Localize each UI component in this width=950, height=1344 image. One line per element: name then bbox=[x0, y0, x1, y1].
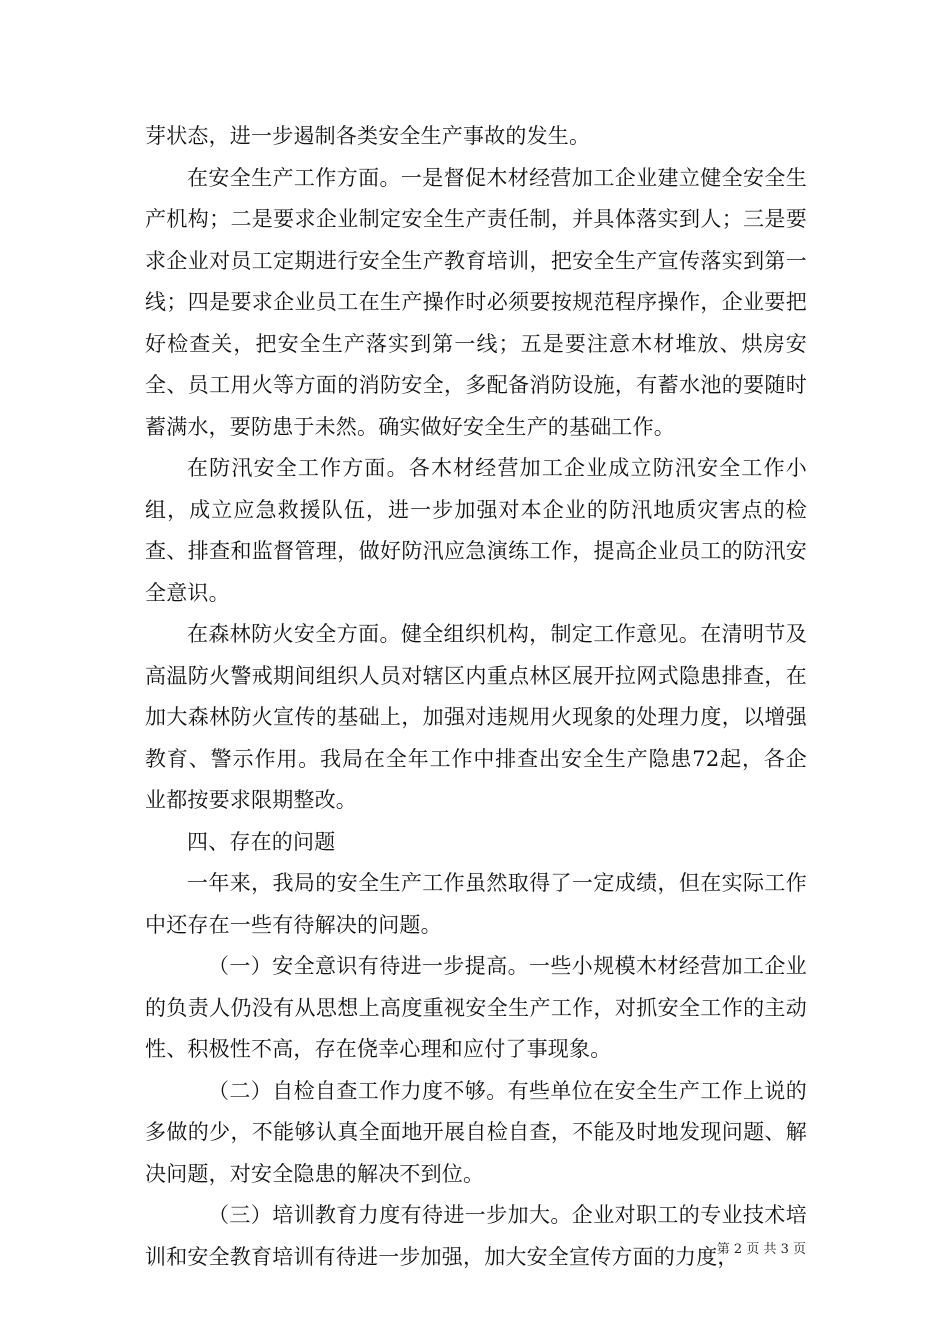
paragraph-safety-production: 在安全生产工作方面。一是督促木材经营加工企业建立健全安全生产机构；二是要求企业制定安全生产责任制，并具体落实到人；三是要求企业对员工定期进行安全生产教育培训，把安全生产宣传落实到第一线；四是要求企业员工在生产操作时必须要按规范程序操作，企业要把好检查关，把安全生产落实到第一线；五是要注意木材堆放、烘房安全、员工用火等方面的消防安全，多配备消防设施，有蓄水池的要随时蓄满水，要防患于未然。确实做好安全生产的基础工作。 bbox=[145, 165, 807, 439]
paragraph-forest-fire-safety: 在森林防火安全方面。健全组织机构，制定工作意见。在清明节及高温防火警戒期间组织人员对辖区内重点林区展开拉网式隐患排查，在加大森林防火宣传的基础上，加强对违规用火现象的处理力度，以增强教育、警示作用。我局在全年工作中排查出安全生产隐患72起，各企业都按要求限期整改。 bbox=[145, 622, 807, 812]
paragraph-problem-1: （一）安全意识有待进一步提高。一些小规模木材经营加工企业的负责人仍没有从思想上高度重视安全生产工作，对抓安全工作的主动性、积极性不高，存在侥幸心理和应付了事现象。 bbox=[145, 954, 807, 1061]
page-number: 第 2 页 共 3 页 bbox=[716, 1242, 806, 1257]
paragraph-flood-safety: 在防汛安全工作方面。各木材经营加工企业成立防汛安全工作小组，成立应急救援队伍，进一步加强对本企业的防汛地质灾害点的检查、排查和监督管理，做好防汛应急演练工作，提高企业员工的防汛安全意识。 bbox=[145, 456, 807, 605]
paragraph-problems-intro: 一年来，我局的安全生产工作虽然取得了一定成绩，但在实际工作中还存在一些有待解决的问题。 bbox=[145, 871, 807, 937]
section-heading-problems: 四、存在的问题 bbox=[187, 829, 336, 854]
paragraph-problem-2: （二）自检自查工作力度不够。有些单位在安全生产工作上说的多做的少，不能够认真全面地开展自检自查，不能及时地发现问题、解决问题，对安全隐患的解决不到位。 bbox=[145, 1078, 807, 1186]
document-body bbox=[145, 116, 807, 1278]
paragraph-continuation: 芽状态，进一步遏制各类安全生产事故的发生。 bbox=[145, 124, 591, 148]
paragraph-problem-3: （三）培训教育力度有待进一步加大。企业对职工的专业技术培训和安全教育培训有待进一步加强，加大安全宣传方面的力度， bbox=[145, 1203, 807, 1269]
